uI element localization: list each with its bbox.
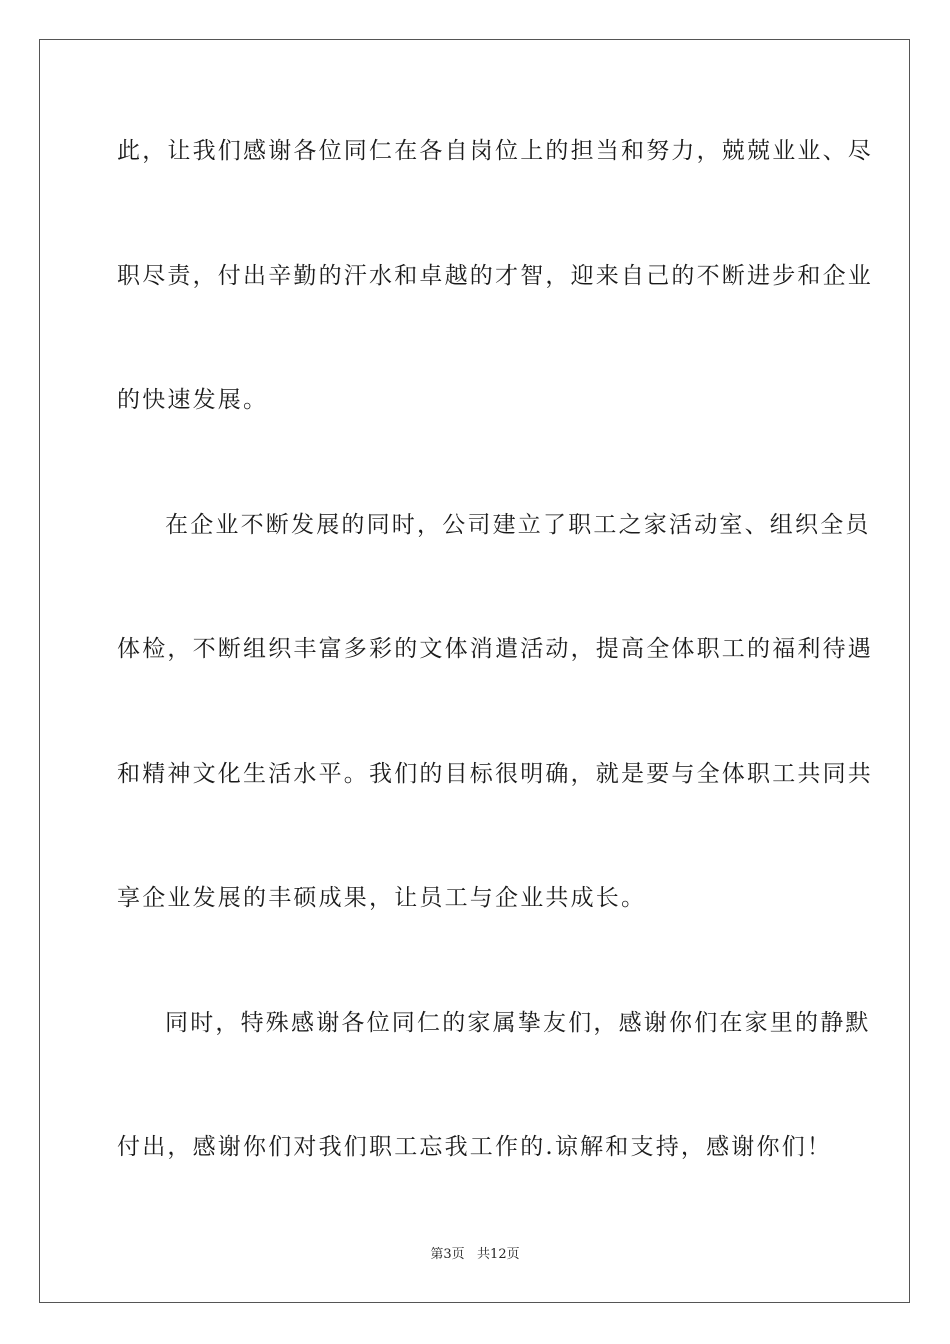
paragraph-line: 付出，感谢你们对我们职工忘我工作的.谅解和支持，感谢你们！ bbox=[117, 1134, 833, 1160]
paragraph-line: 此，让我们感谢各位同仁在各自岗位上的担当和努力，兢兢业业、尽 bbox=[117, 138, 873, 164]
paragraph-line: 享企业发展的丰硕成果，让员工与企业共成长。 bbox=[117, 885, 647, 911]
paragraph-line: 在企业不断发展的同时，公司建立了职工之家活动室、组织全员 bbox=[165, 512, 871, 538]
paragraph-line: 体检，不断组织丰富多彩的文体消遣活动，提高全体职工的福利待遇 bbox=[117, 636, 873, 662]
paragraph-line: 同时，特殊感谢各位同仁的家属挚友们，感谢你们在家里的静默 bbox=[165, 1010, 871, 1036]
page-number: 第3页 共12页 bbox=[430, 1247, 520, 1262]
paragraph-line: 的快速发展。 bbox=[117, 387, 269, 413]
paragraph-line: 和精神文化生活水平。我们的目标很明确，就是要与全体职工共同共 bbox=[117, 761, 873, 787]
page-border bbox=[39, 39, 910, 1303]
paragraph-line: 职尽责，付出辛勤的汗水和卓越的才智，迎来自己的不断进步和企业 bbox=[117, 263, 873, 289]
